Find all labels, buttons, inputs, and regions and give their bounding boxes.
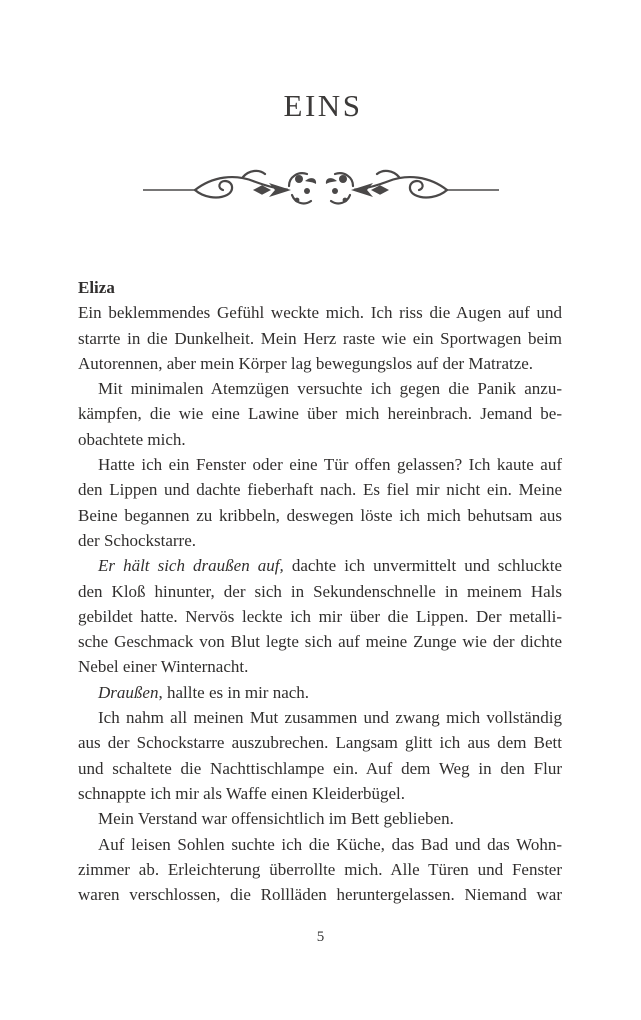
- flourish-icon: [143, 168, 499, 212]
- text-line: [78, 730, 562, 755]
- text-line: [78, 528, 562, 553]
- text-run: obachtete mich.: [78, 429, 186, 449]
- text-line: [78, 832, 562, 857]
- text-line: [78, 781, 562, 806]
- text-run: der Schockstarre.: [78, 530, 197, 550]
- text-line: [78, 326, 562, 351]
- text-line: [78, 452, 562, 477]
- text-line: [78, 680, 562, 705]
- body-paragraph: [78, 452, 562, 553]
- text-line: [78, 401, 562, 426]
- text-run: gebildet hatte. Nervös leckte ich mir über die Lippen. Der metalli-: [78, 606, 562, 626]
- text-line: [78, 629, 562, 654]
- text-run: Auf leisen Sohlen suchte ich die Küche, das Bad und das Wohn-: [98, 834, 562, 854]
- text-line: [78, 275, 562, 300]
- text-run: Nebel einer Winternacht.: [78, 657, 249, 677]
- text-run: kämpfen, die wie eine Lawine über mich hereinbrach. Jemand be-: [78, 404, 562, 424]
- body-paragraph: [78, 832, 562, 908]
- text-run: dachte ich unvermittelt und schluckte: [283, 556, 563, 576]
- pov-label-paragraph: [78, 275, 562, 300]
- text-run: den Lippen und dachte fieberhaft nach. Es fiel mir nicht ein. Meine: [78, 480, 562, 500]
- text-run: Ein beklemmendes Gefühl weckte mich. Ich riss die Augen auf und: [78, 303, 562, 323]
- body-paragraph: [78, 376, 562, 452]
- text-run: Hatte ich ein Fenster oder eine Tür offen gelassen? Ich kaute auf: [98, 455, 562, 475]
- text-line: [78, 503, 562, 528]
- text-run: starrte in die Dunkelheit. Mein Herz raste wie ein Sportwagen beim: [78, 328, 562, 348]
- text-run: waren verschlossen, die Rollläden heruntergelassen. Niemand war: [78, 885, 562, 905]
- text-run: zimmer ab. Erleichterung überrollte mich. Alle Türen und Fenster: [78, 859, 562, 879]
- text-line: [78, 553, 562, 578]
- text-line: [78, 882, 562, 907]
- ornament-divider: [0, 168, 641, 217]
- text-run: Mein Verstand war offensichtlich im Bett geblieben.: [98, 809, 454, 829]
- text-line: [78, 857, 562, 882]
- text-line: [78, 654, 562, 679]
- text-line: [78, 806, 562, 831]
- text-line: [78, 705, 562, 730]
- text-run: aus der Schockstarre auszubrechen. Langsam glitt ich aus dem Bett: [78, 733, 562, 753]
- text-run: und schaltete die Nachttischlampe ein. Auf dem Weg in den Flur: [78, 758, 562, 778]
- text-line: [78, 351, 562, 376]
- text-run: Beine begannen zu kribbeln, deswegen löste ich mich behutsam aus: [78, 505, 562, 525]
- text-run: den Kloß hinunter, der sich in Sekundenschnelle in meinem Hals: [78, 581, 562, 601]
- body-paragraph: [78, 806, 562, 831]
- italic-text-run: Er hält sich draußen auf,: [98, 556, 284, 576]
- text-line: [78, 427, 562, 452]
- text-line: [78, 376, 562, 401]
- body-text: [78, 275, 562, 907]
- text-run: Ich nahm all meinen Mut zusammen und zwang mich vollständig: [98, 708, 562, 728]
- text-line: [78, 477, 562, 502]
- body-paragraph: [78, 553, 562, 679]
- text-line: [78, 756, 562, 781]
- bold-text-run: Eliza: [78, 278, 115, 297]
- body-paragraph: [78, 680, 562, 705]
- text-line: [78, 300, 562, 325]
- body-paragraph: [78, 300, 562, 376]
- italic-text-run: Draußen: [98, 682, 159, 702]
- page-number: 5: [316, 929, 325, 945]
- text-run: schnappte ich mir als Waffe einen Kleiderbügel.: [78, 783, 406, 803]
- text-run: , hallte es in mir nach.: [158, 682, 310, 702]
- text-run: Autorennen, aber mein Körper lag bewegungslos auf der Matratze.: [78, 353, 534, 373]
- body-paragraph: [78, 705, 562, 806]
- text-run: Mit minimalen Atemzügen versuchte ich gegen die Panik anzu-: [98, 379, 562, 399]
- text-line: [78, 604, 562, 629]
- chapter-heading: EINS: [283, 88, 363, 123]
- text-run: sche Geschmack von Blut legte sich auf meine Zunge wie der dichte: [78, 632, 562, 652]
- text-line: [78, 579, 562, 604]
